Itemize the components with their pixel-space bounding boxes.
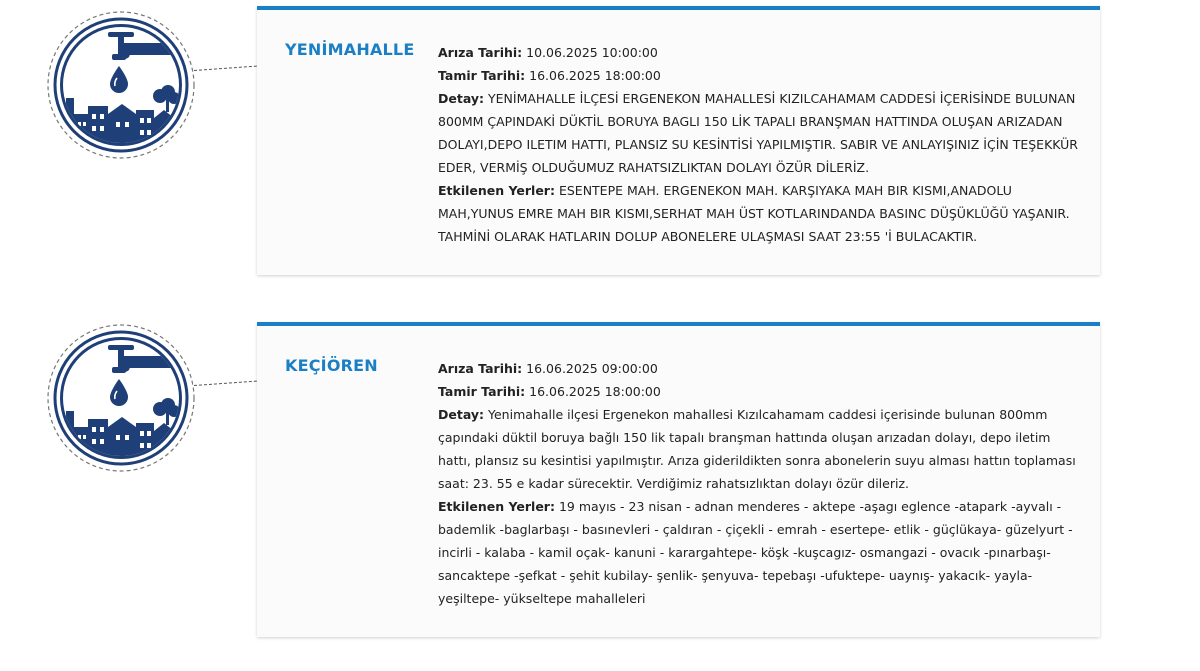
tamir-label: Tamir Tarihi: [438, 68, 526, 83]
detay-value: YENİMAHALLE İLÇESİ ERGENEKON MAHALLESİ KIZILCAHAMAM CADDESİ İÇERİSİNDE BULUNAN 800MM ÇAPINDAKİ DÜKTİL BORUYA BAGLI 150 LİK TAPALI BRANŞMAN HATTINDA OLUŞAN ARIZADAN DOLAYI,DEPO ILETIM HATTI, PLANSIZ SU KESİNTİSİ YAPILMIŞTIR. SABIR VE ANLAYIŞINIZ İÇİN TEŞEKKÜR EDER, VERMİŞ OLDUĞUMUZ RAHATSIZLIKTAN DOLAYI ÖZÜR DİLERİZ. [438, 91, 1078, 175]
outage-info [438, 357, 1078, 610]
tamir-label: Tamir Tarihi: [438, 384, 526, 399]
water-tap-city-icon [46, 10, 196, 160]
ariza-value: 16.06.2025 09:00:00 [526, 361, 658, 376]
etkilenen-value: 19 mayıs - 23 nisan - adnan menderes - aktepe -aşagı eglence -atapark -ayvalı - bademlik -baglarbaşı - basınevleri - çaldıran - çiçekli - emrah - esertepe- etlik - güçlükaya- güzelyurt - incirli - kalaba - kamil oçak- kanuni - karargahtepe- köşk -kuşcagız- osmangazi - ovacık -pınarbaşı- sancaktepe -şefkat - şehit kubilay- şenlik- şenyuva- tepebaşı -ufuktepe- uaynış- yakacık- yayla- yeşiltepe- yükseltepe mahalleleri [438, 499, 1073, 606]
tamir-value: 16.06.2025 18:00:00 [529, 384, 661, 399]
dashed-connector [194, 381, 257, 386]
etkilenen-value: ESENTEPE MAH. ERGENEKON MAH. KARŞIYAKA MAH BIR KISMI,ANADOLU MAH,YUNUS EMRE MAH BIR KISMI,SERHAT MAH ÜST KOTLARINDANDA BASINC DÜŞÜKLÜĞÜ YAŞANIR. TAHMİNİ OLARAK HATLARIN DOLUP ABONELERE ULAŞMASI SAAT 23:55 'İ BULACAKTIR. [438, 183, 1070, 244]
district-name: YENİMAHALLE [285, 40, 415, 59]
detay-label: Detay: [438, 407, 485, 422]
ariza-label: Arıza Tarihi: [438, 45, 523, 60]
etkilenen-label: Etkilenen Yerler: [438, 183, 555, 198]
tamir-value: 16.06.2025 18:00:00 [529, 68, 661, 83]
outage-info [438, 41, 1078, 248]
district-name: KEÇİÖREN [285, 356, 378, 375]
dashed-connector [194, 66, 257, 71]
outage-card [257, 6, 1100, 275]
outage-card [257, 322, 1100, 637]
etkilenen-label: Etkilenen Yerler: [438, 499, 555, 514]
ariza-value: 10.06.2025 10:00:00 [526, 45, 658, 60]
ariza-label: Arıza Tarihi: [438, 361, 523, 376]
detay-label: Detay: [438, 91, 485, 106]
water-tap-city-icon [46, 323, 196, 473]
detay-value: Yenimahalle ilçesi Ergenekon mahallesi Kızılcahamam caddesi içerisinde bulunan 800mm çapındaki düktil boruya bağlı 150 lik tapalı branşman hattında oluşan arızadan dolayı, depo iletim hattı, plansız su kesintisi yapılmıştır. Arıza giderildikten sonra abonelerin suyu alması hattın toplaması saat: 23. 55 e kadar sürecektir. Verdiğimiz rahatsızlıktan dolayı özür dileriz. [438, 407, 1076, 491]
